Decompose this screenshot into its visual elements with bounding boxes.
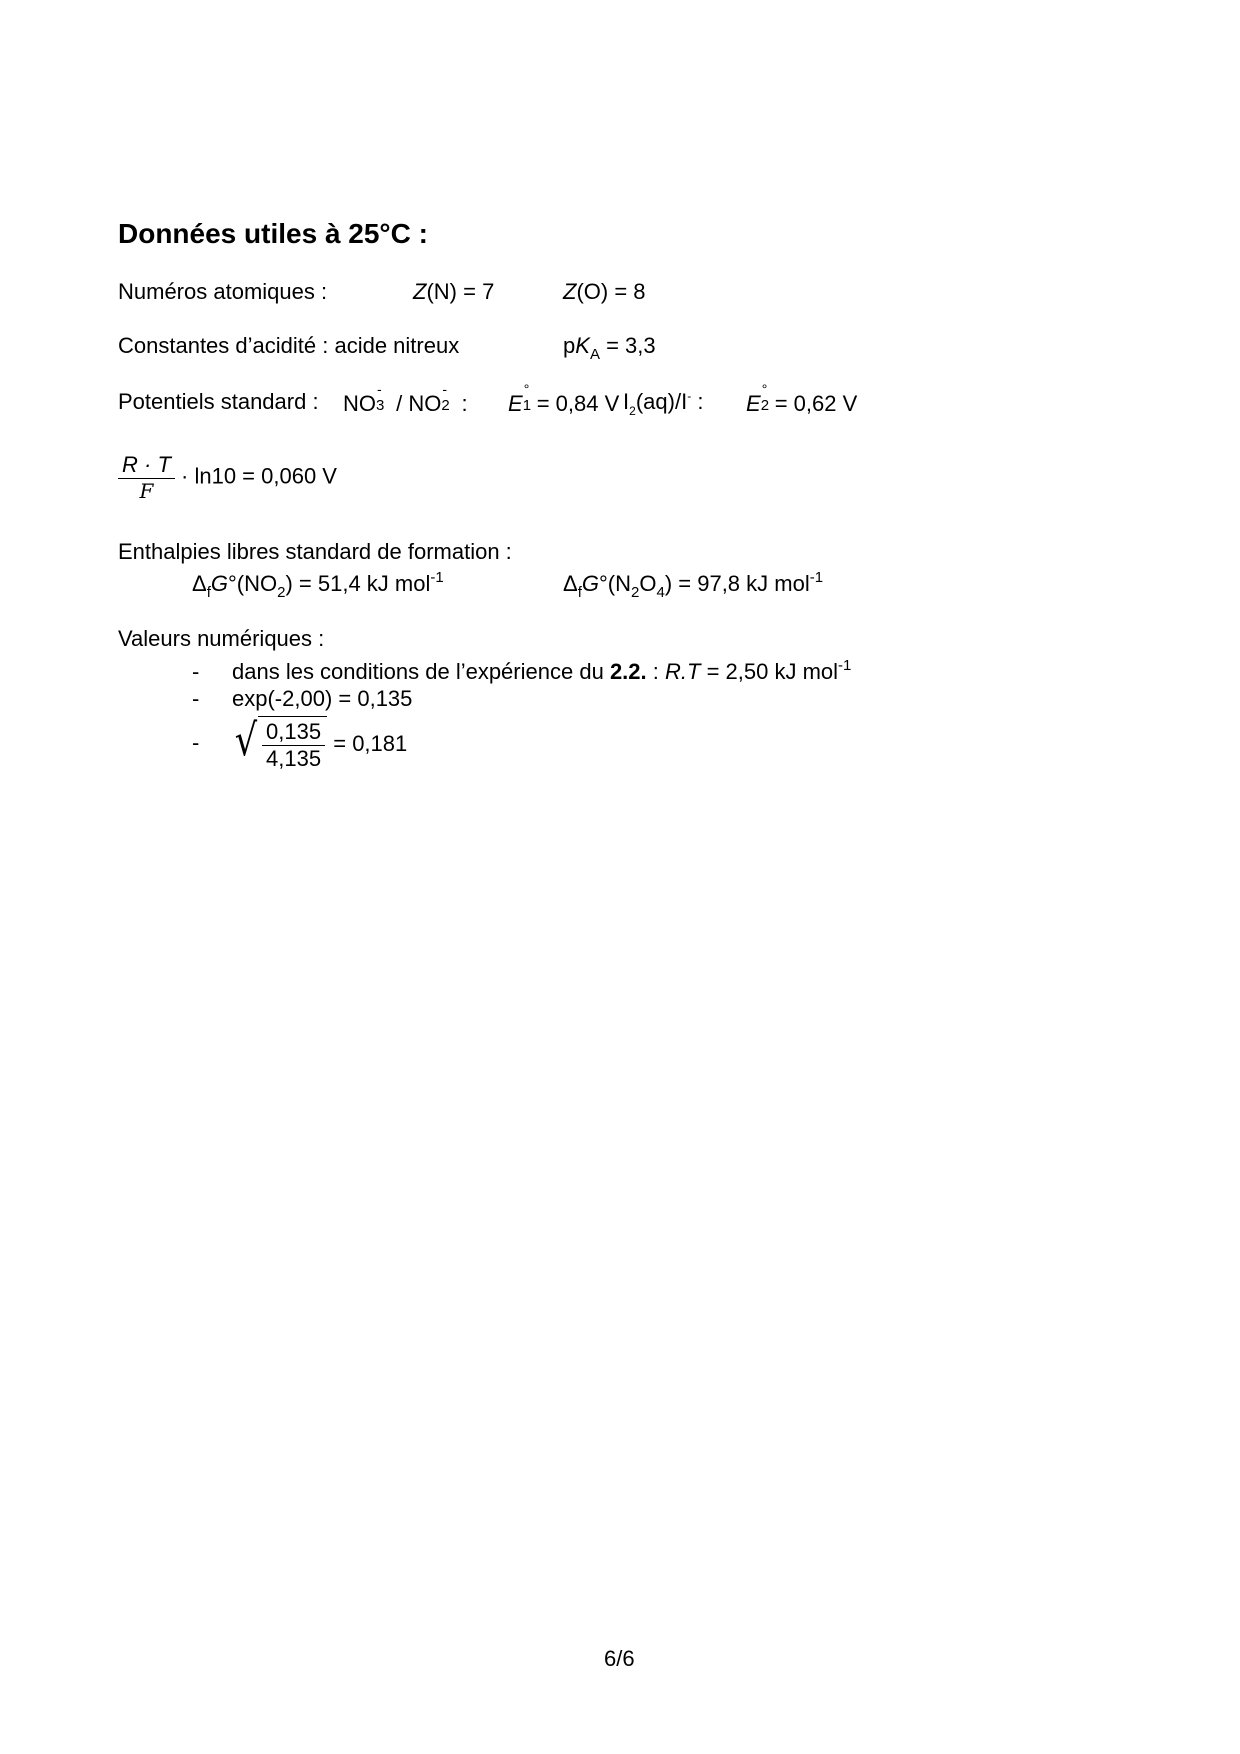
atomic-number-n: Z(N) = 7 (413, 279, 495, 304)
sqrt-icon: √ (234, 715, 258, 766)
enthalpy-no2: $\Delta_fG^\circ(NO_2) = 51,4$ kJ mol$^{-1}$ (192, 569, 444, 601)
page-title: Données utiles à 25°C : (118, 218, 428, 249)
pka-value: $pK_A = 3,3$ (563, 333, 656, 363)
list-item: - exp(-2,00) = 0,135 (192, 686, 413, 711)
list-item: - dans les conditions de l’expérience du 2.2. : R.T = 2,50 kJ mol$^{-1}$ (192, 657, 852, 684)
square-root: √ $\frac{0,135}{4,135}$ (232, 716, 327, 772)
atomic-number-o: Z(O) = 8 (563, 279, 646, 304)
couple-i2-i: $I_2(aq)/I^-$ : (623, 389, 704, 418)
potentials-label: Potentiels standard : (118, 389, 319, 414)
potential-e2: E ° 2 = 0,62 V (746, 381, 858, 416)
atomic-numbers-label: Numéros atomiques : (118, 279, 328, 304)
nernst-rest: · ln10 = 0,060 V (181, 463, 337, 489)
nernst-denominator: F (139, 479, 154, 503)
nernst-numerator: R · T (118, 452, 175, 479)
bullet-dash: - (192, 686, 200, 711)
list-item: - √ $\frac{0,135}{4,135}$ = 0,181 (192, 715, 408, 771)
enthalpies-label: Enthalpies libres standard de formation : (118, 539, 512, 564)
couple-no3-no2: NO - 3 / NO - 2 : (343, 381, 468, 416)
enthalpy-n2o4: $\Delta_fG^\circ(N_2O_4) = 97,8$ kJ mol$^{-1}$ (563, 569, 824, 601)
bullet-dash: - (192, 729, 200, 755)
acidity-label: Constantes d’acidité : acide nitreux (118, 333, 460, 358)
bullet-dash: - (192, 659, 200, 684)
potential-e1: E ° 1 = 0,84 V (508, 381, 620, 416)
page-number: 6/6 (604, 1646, 635, 1671)
nernst-fraction (118, 452, 175, 503)
nernst-factor (118, 452, 337, 503)
numerics-label: Valeurs numériques : (118, 626, 325, 651)
